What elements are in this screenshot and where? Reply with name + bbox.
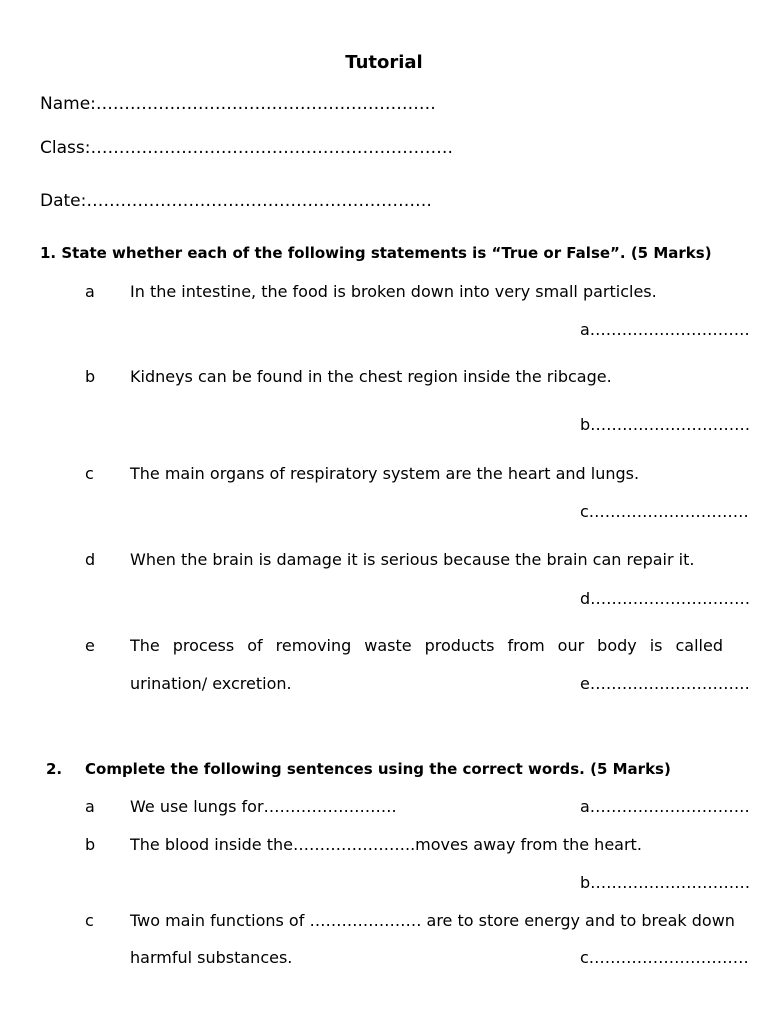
q2-item-a-text: We use lungs for……………………. [130, 797, 397, 816]
q2-item-c-text-continued: harmful substances. [130, 948, 293, 967]
q1-item-e-letter: e [85, 636, 95, 655]
question-1-heading: 1. State whether each of the following statements is “True or False”. (5 Marks) [40, 244, 712, 262]
q2-item-b-letter: b [85, 835, 96, 854]
question-2-number: 2. [46, 760, 63, 778]
q1-item-e-answer: e………………………… [580, 674, 750, 693]
q1-item-a-text: In the intestine, the food is broken down into very small particles. [130, 282, 657, 301]
q1-item-c-answer: c………………………… [580, 502, 749, 521]
q1-item-b-letter: b [85, 367, 96, 386]
q1-item-b-text: Kidneys can be found in the chest region inside the ribcage. [130, 367, 612, 386]
date-field: Date:……………………………………………………. [40, 191, 432, 211]
q2-item-b-answer: b………………………… [580, 873, 751, 892]
q2-item-c-text: Two main functions of ………………… are to store energy and to break down [130, 911, 735, 930]
q2-item-b-text: The blood inside the…………………..moves away from the heart. [130, 835, 642, 854]
name-field: Name:…………………………………………………… [40, 94, 436, 114]
q1-item-d-text: When the brain is damage it is serious because the brain can repair it. [130, 550, 695, 569]
q2-item-a-answer: a………………………… [580, 797, 750, 816]
q1-item-a-letter: a [85, 282, 95, 301]
q2-item-a-letter: a [85, 797, 95, 816]
q1-item-c-text: The main organs of respiratory system are the heart and lungs. [130, 464, 640, 483]
q2-item-c-letter: c [85, 911, 94, 930]
q1-item-e-text-continued: urination/ excretion. [130, 674, 292, 693]
q2-item-c-answer: c………………………… [580, 948, 749, 967]
q1-item-a-answer: a………………………… [580, 320, 750, 339]
class-field: Class:………………………………………………………. [40, 138, 453, 158]
q1-item-b-answer: b………………………… [580, 415, 751, 434]
q1-item-d-answer: d………………………… [580, 589, 751, 608]
q1-item-c-letter: c [85, 464, 94, 483]
page-title: Tutorial [345, 52, 423, 73]
q1-item-e-text: The process of removing waste products from our body is called [130, 636, 723, 655]
question-2-heading: Complete the following sentences using the correct words. (5 Marks) [85, 760, 671, 778]
q1-item-d-letter: d [85, 550, 96, 569]
